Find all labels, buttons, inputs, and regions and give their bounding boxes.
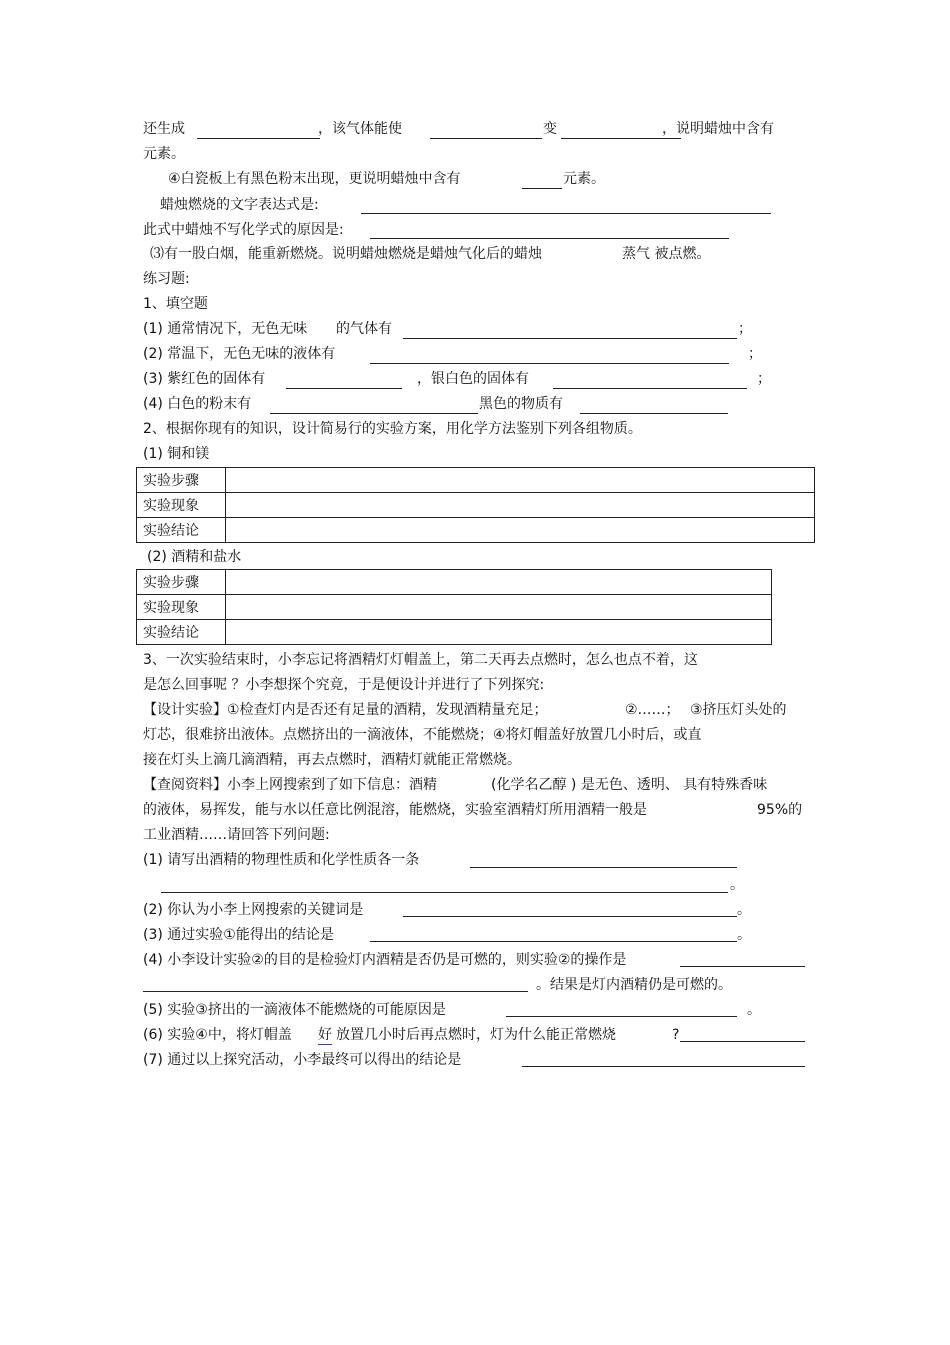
fill-q3-a: (3) 紫红色的固体有 [143, 371, 266, 387]
blank[interactable] [506, 1016, 737, 1017]
fill-q4-b: 黑色的物质有 [479, 396, 563, 412]
period: 。 [730, 877, 744, 893]
question-4-end: 。结果是灯内酒精仍是可燃的。 [536, 977, 732, 993]
row-label: 实验结论 [137, 518, 226, 543]
intro-line1-d: ，说明蜡烛中含有 [662, 121, 774, 137]
answer-cell[interactable] [226, 518, 815, 543]
experiment-table-2 [136, 569, 772, 645]
exercise-heading: 练习题: [143, 271, 190, 287]
row-label: 实验步骤 [137, 570, 226, 595]
semicolon: ； [757, 371, 771, 387]
answer-cell[interactable] [226, 620, 772, 645]
question-3: (3) 通过实验①能得出的结论是 [143, 927, 334, 943]
blank[interactable] [361, 213, 771, 214]
explore-p4: 灯芯，很难挤出液体。点燃挤出的一滴液体，不能燃烧；④将灯帽盖好放置几小时后，或直 [143, 727, 702, 743]
period: 。 [747, 1002, 761, 1018]
blank[interactable] [522, 188, 562, 189]
explore-p3-b: ②……； [625, 702, 680, 718]
question-6-a: (6) 实验④中，将灯帽盖 [143, 1027, 292, 1043]
intro-line3-a: ④白瓷板上有黑色粉末出现，更说明蜡烛中含有 [168, 171, 461, 187]
question-4: (4) 小李设计实验②的目的是检验灯内酒精是否仍是可燃的，则实验②的操作是 [143, 952, 627, 968]
fill-q1-b: 的气体有 [336, 321, 392, 337]
blank[interactable] [522, 1066, 805, 1067]
row-label: 实验现象 [137, 595, 226, 620]
question-1: (1) 请写出酒精的物理性质和化学性质各一条 [143, 852, 420, 868]
intro-line5: 此式中蜡烛不写化学式的原因是: [143, 222, 344, 238]
blank[interactable] [403, 916, 737, 917]
answer-cell[interactable] [226, 493, 815, 518]
explore-p7-b: 95%的 [757, 802, 803, 818]
blank[interactable] [561, 138, 681, 139]
intro-line1-a: 还生成 [143, 121, 185, 137]
blank[interactable] [197, 138, 320, 139]
answer-cell[interactable] [226, 570, 772, 595]
design-title: 2、根据你现有的知识，设计简易行的实验方案，用化学方法鉴别下列各组物质。 [143, 421, 642, 437]
experiment-table-1 [136, 467, 815, 543]
blank[interactable] [370, 363, 729, 364]
blank[interactable] [161, 892, 728, 893]
explore-p3-c: ③挤压灯头处的 [690, 702, 787, 718]
group2-label: (2) 酒精和盐水 [147, 549, 242, 565]
intro-line1-b: ，该气体能使 [318, 121, 402, 137]
fill-q1-a: (1) 通常情况下，无色无味 [143, 321, 308, 337]
intro-line3-b: 元素。 [563, 171, 605, 187]
explore-p6-a: 【查阅资料】小李上网搜索到了如下信息：酒精 [143, 777, 437, 793]
blank[interactable] [143, 991, 528, 992]
blank[interactable] [286, 388, 402, 389]
intro-line4: 蜡烛燃烧的文字表达式是: [160, 197, 319, 213]
answer-cell[interactable] [226, 468, 815, 493]
fill-title: 1、填空题 [143, 296, 208, 312]
explore-p5: 接在灯头上滴几滴酒精，再去点燃时，酒精灯就能正常燃烧。 [143, 752, 521, 768]
fill-q2-a: (2) 常温下，无色无味的液体有 [143, 346, 336, 362]
answer-cell[interactable] [226, 595, 772, 620]
semicolon: ； [738, 321, 752, 337]
fill-q3-b: ，银白色的固体有 [417, 371, 529, 387]
row-label: 实验现象 [137, 493, 226, 518]
row-label: 实验结论 [137, 620, 226, 645]
question-mark: ? [672, 1027, 680, 1043]
explore-p6-b: (化学名乙醇 ) 是无色、透明、 具有特殊香味 [491, 777, 768, 793]
blank[interactable] [370, 941, 737, 942]
semicolon: ； [748, 346, 762, 362]
question-6-c: 放置几小时后再点燃时，灯为什么能正常燃烧 [336, 1027, 616, 1043]
blank[interactable] [470, 867, 737, 868]
blank[interactable] [680, 966, 805, 967]
blank[interactable] [430, 138, 542, 139]
blank[interactable] [270, 413, 478, 414]
blank[interactable] [553, 388, 747, 389]
explore-p2: 是怎么回事呢 ？小李想探个究竟，于是便设计并进行了下列探究: [143, 677, 545, 693]
question-7: (7) 通过以上探究活动，小李最终可以得出的结论是 [143, 1052, 462, 1068]
blank[interactable] [403, 338, 737, 339]
period: 。 [737, 927, 751, 943]
intro-line2: 元素。 [143, 146, 185, 162]
question-6-b: 好 [318, 1027, 332, 1043]
blank[interactable] [580, 413, 728, 414]
blank[interactable] [370, 238, 729, 239]
explore-p3-a: 【设计实验】①检查灯内是否还有足量的酒精，发现酒精量充足； [143, 702, 548, 718]
explore-p7-a: 的液体，易挥发，能与水以任意比例混溶，能燃烧，实验室酒精灯所用酒精一般是 [143, 802, 647, 818]
blank[interactable] [680, 1041, 805, 1042]
group1-label: (1) 铜和镁 [143, 446, 210, 462]
intro-line6-a: ⑶有一股白烟，能重新燃烧。说明蜡烛燃烧是蜡烛气化后的蜡烛 [150, 246, 542, 262]
explore-p8: 工业酒精……请回答下列问题: [143, 827, 330, 843]
intro-line6-b: 蒸气 被点燃。 [622, 246, 711, 262]
row-label: 实验步骤 [137, 468, 226, 493]
intro-line1-c: 变 [543, 121, 557, 137]
period: 。 [737, 902, 751, 918]
explore-p1: 3、一次实验结束时，小李忘记将酒精灯灯帽盖上，第二天再去点燃时，怎么也点不着，这 [143, 652, 698, 668]
question-5: (5) 实验③挤出的一滴液体不能燃烧的可能原因是 [143, 1002, 446, 1018]
fill-q4-a: (4) 白色的粉末有 [143, 396, 252, 412]
question-2: (2) 你认为小李上网搜索的关键词是 [143, 902, 364, 918]
